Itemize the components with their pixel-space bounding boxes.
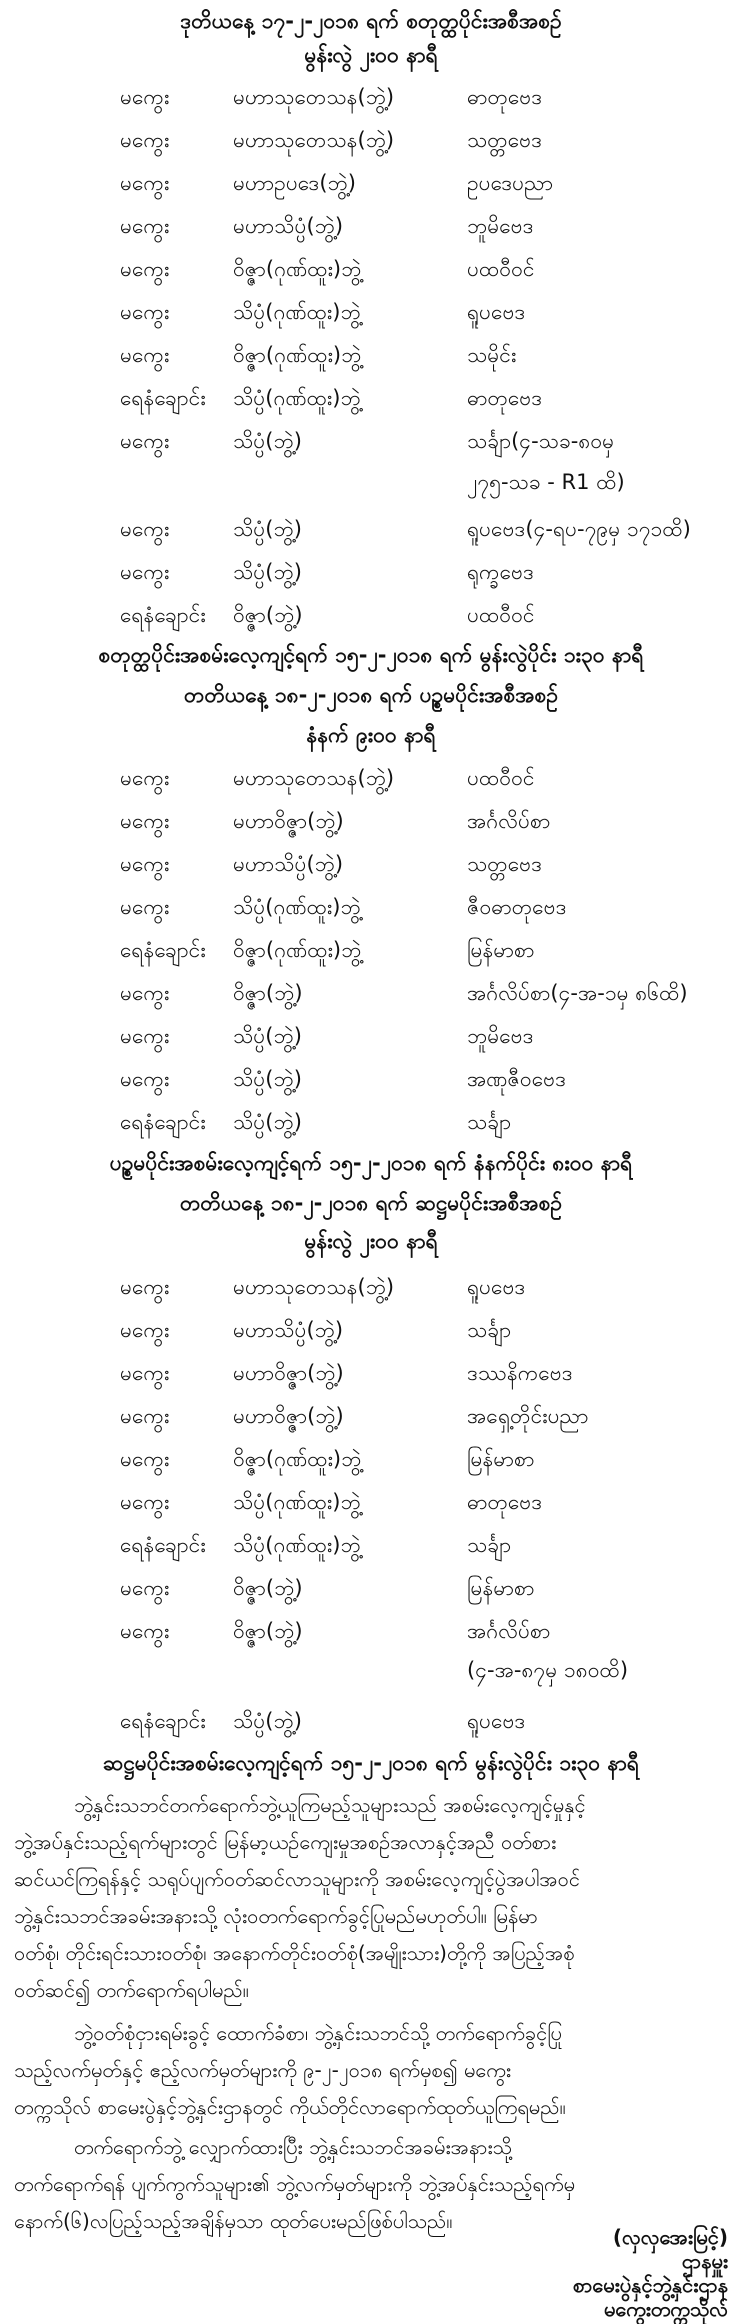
notice-line: ဆင်ယင်ကြရန်နှင့် သရုပ်ပျက်ဝတ်ဆင်လာသူများကို အစမ်းလေ့ကျင့်ပွဲအပါအဝင်	[14, 1867, 580, 1891]
subject: သင်္ချာ	[467, 1110, 512, 1134]
notice-line: ဘွဲ့နှင်းသဘင်အခမ်းအနားသို့ လုံးဝတက်ရောက်ခွင့်ပြုမည်မဟုတ်ပါ။ မြန်မာ	[14, 1904, 538, 1928]
campus: မကွေး	[120, 1447, 170, 1471]
campus: မကွေး	[120, 1576, 170, 1600]
subject: ရုက္ခဗေဒ	[467, 560, 534, 584]
subject: သင်္ချာ(၄-သခ-၈၀မှ	[467, 429, 615, 453]
degree: မဟာသိပ္ပံ(ဘွဲ့)	[233, 852, 344, 876]
degree: သိပ္ပံ(ဂုဏ်ထူး)ဘွဲ့	[233, 386, 361, 410]
campus: မကွေး	[120, 1067, 170, 1091]
subject: သတ္တဗေဒ	[467, 128, 543, 152]
subject-continuation: (၄-အ-၈၇မှ ၁၈၀ထိ)	[467, 1658, 629, 1682]
subject: ရူပဗေဒ	[467, 1275, 526, 1299]
subject: ဓာတုဗေဒ	[467, 85, 543, 109]
degree: မဟာဥပဒေ(ဘွဲ့)	[233, 171, 356, 195]
section-time: မွန်းလွဲ ၂း၀၀ နာရီ	[304, 1229, 438, 1253]
degree: သိပ္ပံ(ဂုဏ်ထူး)ဘွဲ့	[233, 895, 361, 919]
campus: မကွေး	[120, 766, 170, 790]
section-time: နံနက် ၉း၀၀ နာရီ	[306, 723, 436, 747]
subject: ရူပဗေဒ	[467, 300, 526, 324]
section-title: တတိယနေ့ ၁၈-၂-၂၀၁၈ ရက် ပဉ္စမပိုင်းအစီအစဉ်	[184, 683, 558, 707]
campus: ရေနံချောင်း	[120, 603, 206, 627]
subject: ဥပဒေပညာ	[467, 171, 554, 195]
degree: ဝိဇ္ဇာ(ဘွဲ့)	[233, 603, 303, 627]
rehearsal-note: စတုတ္ထပိုင်းအစမ်းလေ့ကျင့်ရက် ၁၅-၂-၂၀၁၈ ရက် မွန်းလွဲပိုင်း ၁း၃၀ နာရီ	[98, 643, 644, 667]
degree: သိပ္ပံ(ဂုဏ်ထူး)ဘွဲ့	[233, 1490, 361, 1514]
subject: ဓာတုဗေဒ	[467, 386, 543, 410]
campus: မကွေး	[120, 1490, 170, 1514]
rehearsal-note: ဆဋ္ဌမပိုင်းအစမ်းလေ့ကျင့်ရက် ၁၅-၂-၂၀၁၈ ရက် မွန်းလွဲပိုင်း ၁း၃၀ နာရီ	[103, 1751, 639, 1775]
campus: မကွေး	[120, 1024, 170, 1048]
campus: မကွေး	[120, 1361, 170, 1385]
subject: ဘူမိဗေဒ	[467, 214, 534, 238]
subject: ပထဝီဝင်	[467, 603, 535, 627]
notice-line: ဝတ်စုံ၊ တိုင်းရင်းသားဝတ်စုံ၊ အနောက်တိုင်းဝတ်စုံ(အမျိုးသား)တို့ကို အပြည့်အစုံ	[14, 1941, 575, 1965]
campus: မကွေး	[120, 517, 170, 541]
notice-line: ဘွဲ့နှင်းသဘင်တက်ရောက်ဘွဲ့ယူကြမည့်သူများသည် အစမ်းလေ့ကျင့်မှုနှင့်	[74, 1793, 586, 1817]
degree: သိပ္ပံ(ဘွဲ့)	[233, 517, 302, 541]
signatory-organization: မကွေးတက္ကသိုလ်	[603, 2297, 728, 2321]
degree: ဝိဇ္ဇာ(ဂုဏ်ထူး)ဘွဲ့	[233, 343, 362, 367]
degree: မဟာသုတေသန(ဘွဲ့)	[233, 1275, 395, 1299]
degree: မဟာသုတေသန(ဘွဲ့)	[233, 85, 395, 109]
degree: သိပ္ပံ(ဘွဲ့)	[233, 1709, 302, 1733]
campus: မကွေး	[120, 852, 170, 876]
degree: သိပ္ပံ(ဘွဲ့)	[233, 560, 302, 584]
subject: အဏုဇီဝဗေဒ	[467, 1067, 567, 1091]
subject: အင်္ဂလိပ်စာ	[467, 809, 551, 833]
subject: သင်္ချာ	[467, 1533, 512, 1557]
subject: ရူပဗေဒ	[467, 1709, 526, 1733]
notice-line: တက်ရောက်ဘွဲ့ လျှောက်ထားပြီး ဘွဲ့နှင်းသဘင်အခမ်းအနားသို့	[74, 2135, 512, 2159]
subject: ဇီဝဓာတုဗေဒ	[467, 895, 567, 919]
degree: ဝိဇ္ဇာ(ဘွဲ့)	[233, 1576, 303, 1600]
subject-continuation: ၂၇၅-သခ - R1 ထိ)	[467, 470, 625, 494]
campus: မကွေး	[120, 809, 170, 833]
campus: ရေနံချောင်း	[120, 1533, 206, 1557]
degree: မဟာဝိဇ္ဇာ(ဘွဲ့)	[233, 1361, 344, 1385]
campus: မကွေး	[120, 128, 170, 152]
subject: ဓာတုဗေဒ	[467, 1490, 543, 1514]
notice-line: တက်ရောက်ရန် ပျက်ကွက်သူများ၏ ဘွဲ့လက်မှတ်များကို ဘွဲ့အပ်နှင်းသည့်ရက်မှ	[14, 2172, 576, 2196]
subject: မြန်မာစာ	[467, 1447, 535, 1471]
degree: ဝိဇ္ဇာ(ဂုဏ်ထူး)ဘွဲ့	[233, 257, 362, 281]
campus: မကွေး	[120, 214, 170, 238]
degree: ဝိဇ္ဇာ(ဂုဏ်ထူး)ဘွဲ့	[233, 938, 362, 962]
campus: မကွေး	[120, 1275, 170, 1299]
notice-line: နောက်(၆)လပြည့်သည့်အချိန်မှသာ ထုတ်ပေးမည်ဖြစ်ပါသည်။	[14, 2209, 453, 2233]
subject: အင်္ဂလိပ်စာ	[467, 1619, 551, 1643]
degree: သိပ္ပံ(ဘွဲ့)	[233, 429, 302, 453]
degree: သိပ္ပံ(ဘွဲ့)	[233, 1067, 302, 1091]
section-title: တတိယနေ့ ၁၈-၂-၂၀၁၈ ရက် ဆဋ္ဌမပိုင်းအစီအစဉ်	[179, 1191, 563, 1215]
signatory-department: စာမေးပွဲနှင့်ဘွဲ့နှင်းဌာန	[572, 2273, 728, 2297]
signatory-name: (လှလှအေးမြင့်)	[612, 2225, 728, 2249]
subject: ဒဿနိကဗေဒ	[467, 1361, 573, 1385]
campus: ရေနံချောင်း	[120, 1709, 206, 1733]
notice-line: သည့်လက်မှတ်နှင့် ဧည့်လက်မှတ်များကို ၉-၂-၂၀၁၈ ရက်မှစ၍ မကွေး	[14, 2058, 511, 2082]
subject: ပထဝီဝင်	[467, 257, 535, 281]
campus: မကွေး	[120, 343, 170, 367]
degree: မဟာသိပ္ပံ(ဘွဲ့)	[233, 1318, 344, 1342]
degree: သိပ္ပံ(ဂုဏ်ထူး)ဘွဲ့	[233, 1533, 361, 1557]
campus: ရေနံချောင်း	[120, 386, 206, 410]
campus: မကွေး	[120, 981, 170, 1005]
degree: မဟာသုတေသန(ဘွဲ့)	[233, 128, 395, 152]
degree: သိပ္ပံ(ဂုဏ်ထူး)ဘွဲ့	[233, 300, 361, 324]
subject: သတ္တဗေဒ	[467, 852, 543, 876]
degree: ဝိဇ္ဇာ(ဂုဏ်ထူး)ဘွဲ့	[233, 1447, 362, 1471]
campus: မကွေး	[120, 429, 170, 453]
degree: သိပ္ပံ(ဘွဲ့)	[233, 1110, 302, 1134]
degree: မဟာသုတေသန(ဘွဲ့)	[233, 766, 395, 790]
degree: ဝိဇ္ဇာ(ဘွဲ့)	[233, 1619, 303, 1643]
campus: မကွေး	[120, 1619, 170, 1643]
notice-line: တက္ကသိုလ် စာမေးပွဲနှင့်ဘွဲ့နှင်းဌာနတွင် ကိုယ်တိုင်လာရောက်ထုတ်ယူကြရမည်။	[14, 2095, 566, 2119]
notice-line: ဘွဲ့အပ်နှင်းသည့်ရက်များတွင် မြန်မာ့ယဉ်ကျေးမှုအစဉ်အလာနှင့်အညီ ဝတ်စား	[14, 1830, 557, 1854]
subject: မြန်မာစာ	[467, 938, 535, 962]
degree: သိပ္ပံ(ဘွဲ့)	[233, 1024, 302, 1048]
campus: ရေနံချောင်း	[120, 1110, 206, 1134]
notice-line: ဝတ်ဆင်၍ တက်ရောက်ရပါမည်။	[14, 1978, 249, 2002]
campus: မကွေး	[120, 257, 170, 281]
subject: သမိုင်း	[467, 343, 517, 367]
subject: အရှေ့တိုင်းပညာ	[467, 1404, 589, 1428]
campus: မကွေး	[120, 1318, 170, 1342]
rehearsal-note: ပဉ္စမပိုင်းအစမ်းလေ့ကျင့်ရက် ၁၅-၂-၂၀၁၈ ရက် နံနက်ပိုင်း ၈း၀၀ နာရီ	[109, 1151, 633, 1175]
subject: သင်္ချာ	[467, 1318, 512, 1342]
degree: မဟာဝိဇ္ဇာ(ဘွဲ့)	[233, 809, 344, 833]
campus: မကွေး	[120, 171, 170, 195]
subject: ရူပဗေဒ(၄-ရပ-၇၉မှ ၁၇၁ထိ)	[467, 517, 691, 541]
subject: ဘူမိဗေဒ	[467, 1024, 534, 1048]
campus: ရေနံချောင်း	[120, 938, 206, 962]
section-title: ဒုတိယနေ့ ၁၇-၂-၂၀၁၈ ရက် စတုတ္ထပိုင်းအစီအစဉ်	[180, 9, 562, 33]
subject: မြန်မာစာ	[467, 1576, 535, 1600]
degree: မဟာသိပ္ပံ(ဘွဲ့)	[233, 214, 344, 238]
degree: ဝိဇ္ဇာ(ဘွဲ့)	[233, 981, 303, 1005]
signatory-title: ဌာနမှူး	[681, 2249, 728, 2273]
campus: မကွေး	[120, 1404, 170, 1428]
section-time: မွန်းလွဲ ၂း၀၀ နာရီ	[304, 43, 438, 67]
campus: မကွေး	[120, 895, 170, 919]
degree: မဟာဝိဇ္ဇာ(ဘွဲ့)	[233, 1404, 344, 1428]
campus: မကွေး	[120, 560, 170, 584]
subject: အင်္ဂလိပ်စာ(၄-အ-၁မှ ၈၆ထိ)	[467, 981, 688, 1005]
subject: ပထဝီဝင်	[467, 766, 535, 790]
notice-line: ဘွဲ့ဝတ်စုံငှားရမ်းခွင့် ထောက်ခံစာ၊ ဘွဲ့နှင်းသဘင်သို့ တက်ရောက်ခွင့်ပြု	[74, 2021, 562, 2045]
campus: မကွေး	[120, 85, 170, 109]
campus: မကွေး	[120, 300, 170, 324]
